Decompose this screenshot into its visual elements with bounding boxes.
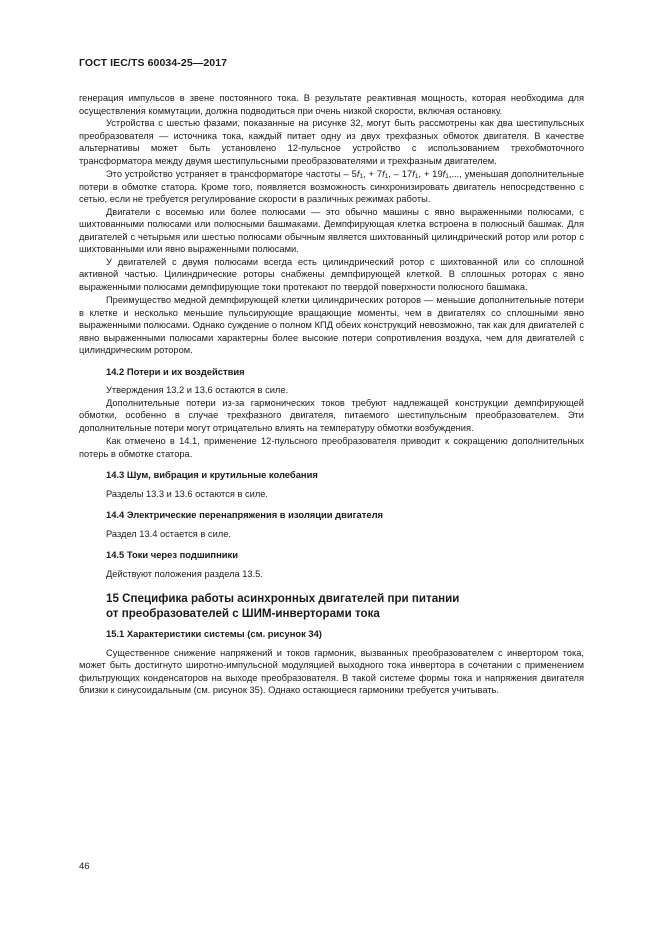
section-heading-14-3: 14.3 Шум, вибрация и крутильные колебания: [106, 469, 318, 480]
text-span: , + 19: [418, 169, 443, 179]
paragraph: генерация импульсов в звене постоянного тока. В результате реактивная мощность, которая необходима для осуществления коммутации, должна подводиться при очень низкой скорости, включая остановку.: [79, 93, 584, 116]
text-span: , + 7: [363, 169, 383, 179]
paragraph: Преимущество медной демпфирующей клетки цилиндрических роторов — меньшие дополнительные потери в клетке и несколько меньшие пульсирующие вращающие моменты, чем в двигателях со сплошными явно выраженными полюсами. Однако суждение о полном КПД обеих конструкций невозможно, так как для двигателей с явно выраженными полюсами характерны более высокие потери сопротивления воздуха, чем для двигателей с цилиндрическим ротором.: [79, 295, 584, 355]
heading-line: от преобразователей с ШИМ-инверторами тока: [106, 606, 380, 620]
paragraph: Как отмечено в 14.1, применение 12-пульсного преобразователя приводит к сокращению дополнительных потерь в обмотке статора.: [79, 436, 584, 459]
paragraph: Дополнительные потери из-за гармонических токов требуют надлежащей конструкции демпфирующей обмотки, особенно в случае трехфазного двигателя, питаемого шестипульсным преобразователем. Эти дополнительные потери могут отрицательно влиять на температуру обмотки возбуждения.: [79, 397, 584, 433]
paragraph: Утверждения 13.2 и 13.6 остаются в силе.: [106, 385, 289, 395]
frequency-subscript: 1: [359, 173, 364, 180]
section-heading-14-5: 14.5 Токи через подшипники: [106, 549, 238, 560]
frequency-subscript: 1: [445, 173, 449, 180]
frequency-symbol: f: [442, 169, 446, 179]
heading-line: 15 Специфика работы асинхронных двигателей при питании: [106, 592, 460, 605]
frequency-symbol: f: [382, 169, 385, 179]
paragraph: Разделы 13.3 и 13.6 остаются в силе.: [106, 488, 268, 499]
page-number: 46: [79, 861, 90, 872]
text-span: ,..., уменьшая дополнительные потери в обмотке статора. Кроме того, появляется возможность синхронизировать двигатель непосредственно с сетью, если не требуется регулирование скорости в различных режимах работы.: [79, 169, 584, 204]
paragraph: Раздел 13.4 остается в силе.: [106, 528, 231, 539]
frequency-symbol: f: [412, 169, 415, 179]
paragraph: Устройства с шестью фазами, показанные на рисунке 32, могут быть рассмотрены как два шестипульсных преобразователя — источника тока, каждый питает одну из двух трехфазных обмоток двигателя. В качестве альтернативы может быть установлено 12-пульсное устройство с использованием трехобмоточного трансформатора между двумя шестипульсными преобразователями и трехфазным двигателем.: [79, 118, 584, 166]
document-body: [79, 92, 584, 697]
section-heading-14-4: 14.4 Электрические перенапряжения в изоляции двигателя: [106, 509, 383, 520]
frequency-subscript: 1: [414, 173, 419, 180]
paragraph: Действуют положения раздела 13.5.: [106, 568, 263, 579]
paragraph: Существенное снижение напряжений и токов гармоник, вызванных преобразователем с инвертором тока, может быть достигнуто широтно-импульсной модуляцией выходного тока инвертора в сочетании с применением фильтрующих конденсаторов на выходе преобразователя. В такой системе формы тока и напряжения двигателя близки к синусоидальным (см. рисунок 35). Однако остающиеся гармоники требуется учитывать.: [79, 647, 584, 695]
frequency-symbol: f: [356, 169, 360, 179]
section-heading-15: [106, 592, 584, 621]
section-heading-15-1: 15.1 Характеристики системы (см. рисунок 34): [106, 628, 322, 639]
document-header: ГОСТ IEC/TS 60034-25—2017: [79, 57, 228, 69]
text-span: Это устройство устраняет в трансформаторе частоты – 5: [106, 169, 357, 179]
frequency-subscript: 1: [384, 173, 389, 180]
paragraph-harmonics: [79, 168, 584, 206]
text-span: , – 17: [388, 169, 413, 179]
paragraph: Двигатели с восемью или более полюсами — это обычно машины с явно выраженными полюсами, с шихтованными полюсами или полюсными башмаками. Демпфирующая клетка встроена в полюсный башмак. Для двигателей с четырьмя или шестью полюсами обычным является шихтованный цилиндрический ротор или ротор с шихтованными или явно выраженными полюсами.: [79, 206, 584, 254]
paragraph: У двигателей с двумя полюсами всегда есть цилиндрический ротор с шихтованной или со сплошной активной частью. Цилиндрические роторы снабжены демпфирующей клеткой. В сплошных роторах с явно выраженными полюсами демпфирующие токи протекают по твердой поверхности полюсного башмака.: [79, 256, 584, 292]
section-heading-14-2: 14.2 Потери и их воздействия: [106, 365, 245, 377]
